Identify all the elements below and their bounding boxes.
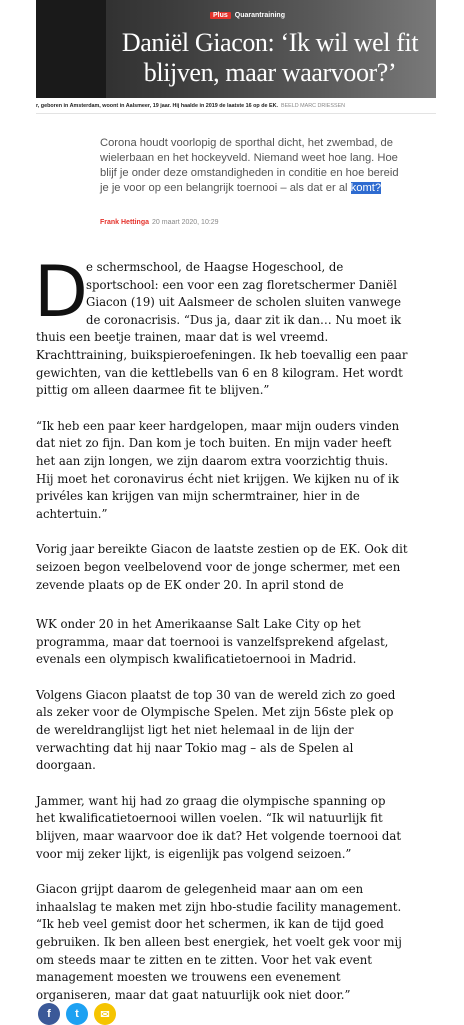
photo-credit: BEELD MARC DRIESSEN (280, 103, 346, 109)
facebook-icon: f (47, 1008, 51, 1020)
intro-text: Corona houdt voorlopig de sporthal dicht, het zwembad, de wielerbaan en het hockeyveld. Niemand weet hoe lang. Hoe blijf je onder deze omstandigheden in conditie en hoe bereid je je voor op een belangrijk toernooi – als dat er al (100, 137, 399, 194)
intro-selected-text[interactable]: komt? (350, 182, 382, 194)
article-title: Daniël Giacon: ‘Ik wil wel fit blijven, maar waarvoor?’ (121, 28, 419, 87)
twitter-share-button[interactable] (66, 1003, 88, 1025)
author-link[interactable]: Frank Hettinga (100, 219, 150, 226)
hero-photo-shadow (36, 0, 106, 98)
paragraph: Giacon grijpt daarom de gelegenheid maar aan om een inhaalslag te maken met zijn hbo-studie facility management. “Ik heb veel gemist door het schermen, ik kan de tijd goed gebruiken. Ik ben alleen best energiek, het voelt gek voor mij om steeds maar te zitten en te zitten. Voor het vak event management moesten we trouwens een evenement organiseren, maar dat gaat natuurlijk ook niet door.” (36, 882, 402, 1002)
publish-date: 20 maart 2020, 10:29 (152, 219, 219, 226)
plus-badge: Plus (210, 12, 231, 19)
twitter-icon: t (75, 1008, 79, 1020)
section-label: Quarantraining (234, 12, 285, 19)
paragraph: WK onder 20 in het Amerikaanse Salt Lake City op het programma, maar dat toernooi is vanzelfsprekend afgelast, evenals een olympisch kwalificatietoernooi in Madrid. (36, 617, 389, 667)
caption-text: r, geboren in Amsterdam, woont in Aalsmeer, 19 jaar. Hij haalde in 2019 de laatste 16 op de EK. (36, 103, 278, 109)
paragraph: Volgens Giacon plaatst de top 30 van de wereld zich zo goed als zeker voor de Olympische Spelen. Met zijn 56ste plek op de wereldranglijst ligt het niet helemaal in de lijn der verwachting dat hij naar Tokio mag – als de Spelen al doorgaan. (36, 687, 396, 773)
image-caption (36, 101, 456, 111)
paragraph: Jammer, want hij had zo graag die olympische spanning op het kwalificatietoernooi willen voelen. “Ik wil natuurlijk fit blijven, maar waarvoor doe ik dat? Het volgende toernooi dat voor mij zeker lijkt, is eigenlijk pas volgend seizoen.” (36, 793, 402, 861)
facebook-share-button[interactable] (38, 1003, 60, 1025)
byline (100, 219, 219, 226)
caption-divider (36, 113, 436, 114)
paragraph-text: e schermschool, de Haagse Hogeschool, de sportschool: een voor een zag floretschermer Daniël Giacon (19) uit Aalsmeer de scholen sluiten vanwege de coronacrisis. “Dus ja, daar zit ik dan… Nu moet ik thuis een beetje trainen, maar dat is wel vreemd. Krachttraining, buikspieroefeningen. Ik heb toevallig een paar gewichten, van die kettlebells van 6 en 8 kilogram. Het wordt pittig om alleen daarmee fit te blijven.” (36, 260, 408, 398)
article-body (34, 251, 408, 1022)
mail-icon: ✉ (100, 1008, 110, 1021)
paragraph: “Ik heb een paar keer hardgelopen, maar mijn ouders vinden dat niet zo fijn. Dan kom je toch buiten. En mijn vader heeft het aan zijn longen, we zijn daarom extra voorzichtig thuis. Hij moet het coronavirus écht niet krijgen. We kijken nu of ik privéles kan krijgen van mijn schermtrainer, hier in de achtertuin.” (36, 418, 400, 521)
share-bar (38, 1003, 116, 1025)
drop-cap: D (34, 251, 88, 333)
paragraph (34, 251, 408, 400)
hero-badge (210, 11, 285, 21)
hero-image (36, 0, 436, 98)
article-intro (100, 136, 400, 196)
paragraph: Vorig jaar bereikte Giacon de laatste zestien op de EK. Ook dit seizoen begon veelbelovend voor de jonge schermer, met een zevende plaats op de EK onder 20. In april stond de (36, 542, 408, 592)
mail-share-button[interactable] (94, 1003, 116, 1025)
